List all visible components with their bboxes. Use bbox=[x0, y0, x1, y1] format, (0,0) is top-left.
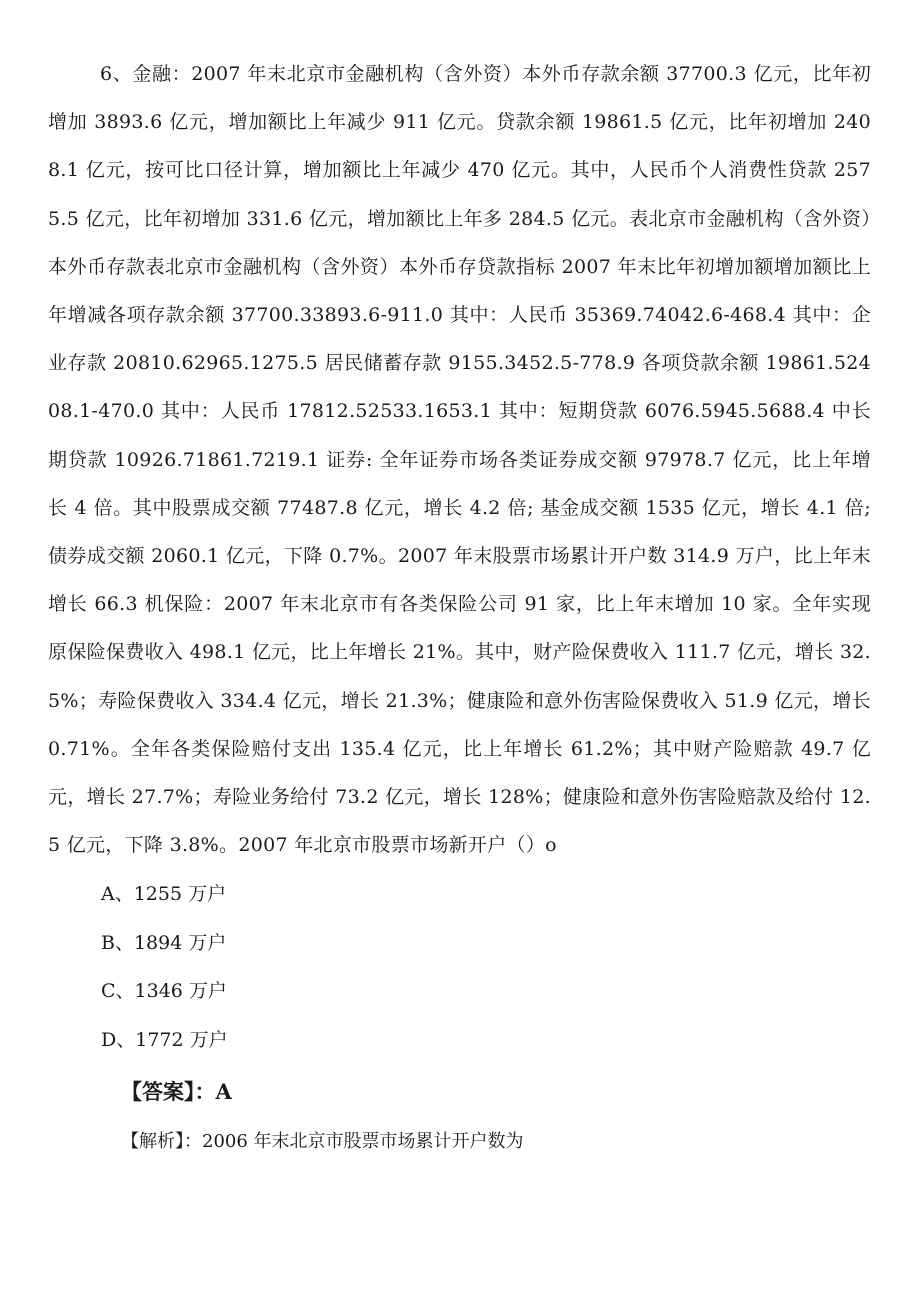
option-a: A、1255 万户 bbox=[101, 883, 227, 905]
answer-options bbox=[101, 870, 228, 1064]
analysis-tag: 【解析】： bbox=[121, 1131, 202, 1152]
option-d: D、1772 万户 bbox=[101, 1028, 228, 1051]
question-passage: 6、金融：2007 年末北京市金融机构（含外资）本外币存款余额 37700.3 亿元，比年初增加 3893.6 亿元，增加额比上年减少 911 亿元。贷款余额 19861.5 亿元，比年初增加 2408.1 亿元，按可比口径计算，增加额比上年减少 470 亿元。其中，人民币个人消费性贷款 2575.5 亿元，比年初增加 331.6 亿元，增加额比上年多 284.5 亿元。表北京市金融机构（含外资）本外币存款表北京市金融机构（含外资）本外币存贷款指标 2007 年末比年初增加额增加额比上年增减各项存款余额 37700.33893.6-911.0 其中：人民币 35369.74042.6-468.4 其中：企业存款 20810.62965.1275.5 居民储蓄存款 9155.3452.5-778.9 各项贷款余额 19861.52408.1-470.0 其中：人民币 17812.52533.1653.1 其中：短期贷款 6076.5945.5688.4 中长期贷款 10926.71861.7219.1 证券: 全年证券市场各类证券成交额 97978.7 亿元，比上年增长 4 倍。其中股票成交额 77487.8 亿元，增长 4.2 倍; 基金成交额 1535 亿元，增长 4.1 倍; 债券成交额 2060.1 亿元，下降 0.7%。2007 年末股票市场累计开户数 314.9 万户，比上年末增长 66.3 机保险：2007 年末北京市有各类保险公司 91 家，比上年末增加 10 家。全年实现原保险保费收入 498.1 亿元，比上年增长 21%。其中，财产险保费收入 111.7 亿元，增长 32.5%；寿险保费收入 334.4 亿元，增长 21.3%；健康险和意外伤害险保费收入 51.9 亿元，增长 0.71%。全年各类保险赔付支出 135.4 亿元，比上年增长 61.2%；其中财产险赔款 49.7 亿元，增长 27.7%；寿险业务给付 73.2 亿元，增长 128%；健康险和意外伤害险赔款及给付 12.5 亿元，下降 3.8%。2007 年北京市股票市场新开户（）o bbox=[48, 63, 871, 857]
analysis-line bbox=[121, 1122, 524, 1162]
answer-line: 【答案】：A bbox=[121, 1079, 232, 1104]
option-c: C、1346 万户 bbox=[101, 980, 227, 1002]
analysis-text: 2006 年末北京市股票市场累计开户数为 bbox=[202, 1131, 524, 1152]
option-b: B、1894 万户 bbox=[101, 931, 227, 954]
